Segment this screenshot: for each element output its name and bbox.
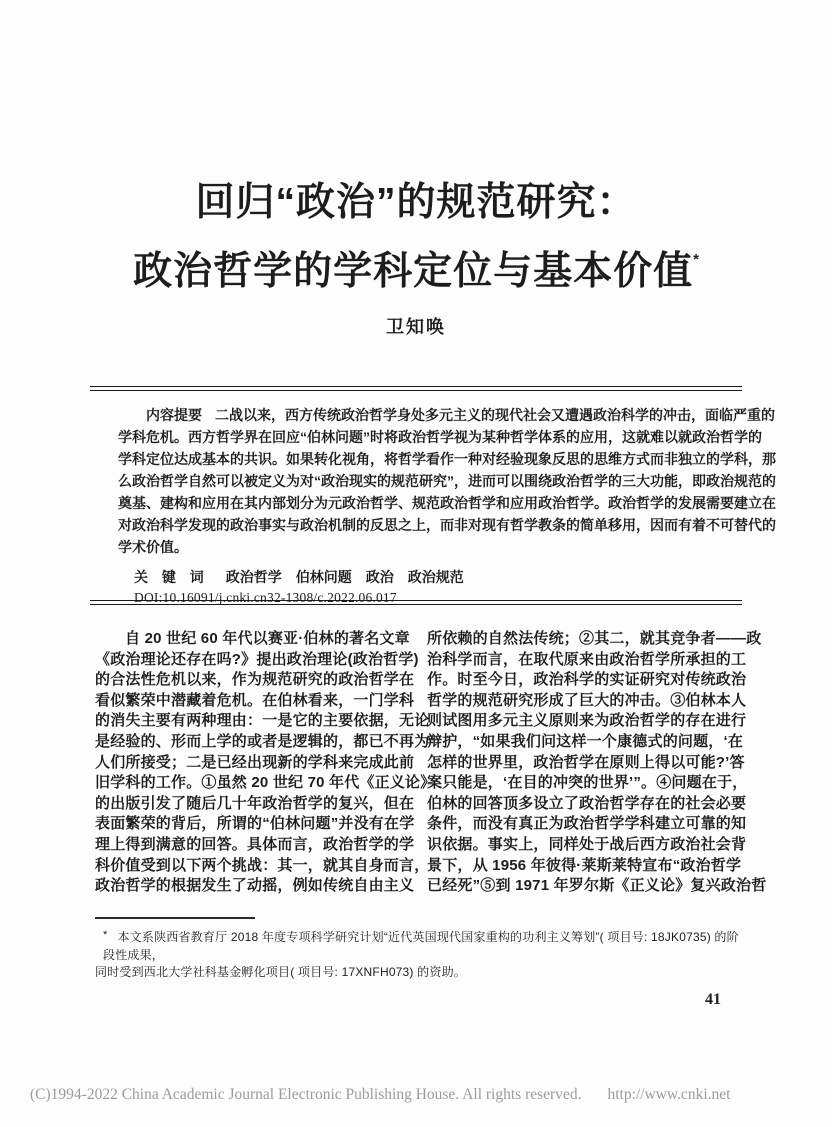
keywords-line [118,566,738,588]
footnote-block [95,927,750,982]
page-number: 41 [705,991,721,1008]
abstract-line: 奠基、建构和应用在其内部划分为元政治哲学、规范政治哲学和应用政治哲学。政治哲学的发展需要建立在 [118,495,776,511]
footnote-line: 同时受到西北大学社科基金孵化项目( 项目号: 17XNFH073) 的资助。 [95,965,466,979]
doi: DOI:10.16091/j.cnki.cn32-1308/c.2022.06.017 [134,590,397,605]
body-line: 作。时至今日，政治科学的实证研究对传统政治 [427,671,747,689]
abstract-line [118,404,775,426]
body-line: 旧学科的工作。①虽然 20 世纪 70 年代《正义论》 [95,774,436,792]
body-line: 则试图用多元主义原则来为政治哲学的存在进行 [427,712,747,730]
body-column-left [95,629,436,897]
abstract-top-rule [90,386,742,391]
abstract-bottom-rule [90,600,742,605]
body-line: 哲学的规范研究形成了巨大的冲击。③伯林本人 [427,691,747,709]
keywords-text: 政治哲学 伯林问题 政治 政治规范 [225,569,464,585]
body-line: 治科学而言，在取代原来由政治哲学所承担的工 [427,650,747,668]
title-line-1: 回归“政治”的规范研究： [195,181,637,224]
body-line: 已经死”⑤到 1971 年罗尔斯《正义论》复兴政治哲 [427,877,767,895]
title-footnote-star: * [693,251,699,268]
title-line-2-text: 政治哲学的学科定位与基本价值 [133,250,694,293]
body-line: 景下，从 1956 年彼得·莱斯莱特宣布“政治哲学 [427,856,742,874]
body-column-right [427,629,767,897]
body-line: 的消失主要有两种理由：一是它的主要依据，无论 [95,712,430,730]
body-line: 识依据。事实上，同样处于战后西方政治社会背 [427,835,747,853]
abstract-block [118,404,776,605]
body-line: 看似繁荣中潜藏着危机。在伯林看来，一门学科 [95,691,415,709]
body-line: 案只能是，‘在目的冲突的世界’”。④问题在于， [427,774,748,792]
footnote-line [95,927,750,964]
abstract-line: 么政治哲学自然可以被定义为对“政治现实的规范研究”，进而可以围绕政治哲学的三大功能，即政治规范的 [118,473,776,489]
abstract-line: 学术价值。 [118,539,188,555]
title-line-2 [0,231,832,300]
body-line: 是经验的、形而上学的或者是逻辑的，都已不再为 [95,732,430,750]
copyright-text: (C)1994-2022 China Academic Journal Electronic Publishing House. All rights reserved. [30,1086,582,1103]
footnote-separator-rule [95,917,255,919]
body-line: 的出版引发了随后几十年政治哲学的复兴，但在 [95,794,415,812]
body-line: 条件，而没有真正为政治哲学学科建立可靠的知 [427,815,747,833]
body-line: 表面繁荣的背后，所谓的“伯林问题”并没有在学 [95,815,415,833]
article-title [0,174,832,300]
abstract-line-text: 二战以来，西方传统政治哲学身处多元主义的现代社会又遭遇政治科学的冲击，面临严重的 [215,407,775,423]
footnote-star: * [103,929,108,941]
body-line: 政治哲学的根据发生了动摇，例如传统自由主义 [95,877,415,895]
body-line: 人们所接受；二是已经出现新的学科来完成此前 [95,753,415,771]
author-name: 卫知唤 [386,317,446,337]
keywords-label: 关 键 词 [134,569,209,585]
body-line: 自 20 世纪 60 年代以赛亚·伯林的著名文章 [125,630,410,647]
body-line: 的合法性危机以来，作为规范研究的政治哲学在 [95,671,415,689]
footnote-line-text: 本文系陕西省教育厅 2018 年度专项科学研究计划“近代英国现代国家重构的功利主义筹划”( 项目号: 18JK0735) 的阶段性成果， [103,930,739,962]
body-line: 理上得到满意的回答。具体而言，政治哲学的学 [95,835,415,853]
body-line: 伯林的回答顶多设立了政治哲学存在的社会必要 [427,794,747,812]
abstract-line: 学科危机。西方哲学界在回应“伯林问题”时将政治哲学视为某种哲学体系的应用，这就难以就政治哲学的 [118,429,762,445]
copyright-footer [30,1086,810,1104]
cnki-url: http://www.cnki.net [607,1086,731,1103]
body-line: 所依赖的自然法传统；②其二，就其竞争者——政 [427,630,762,647]
body-line: 怎样的世界里，政治哲学在原则上得以可能?’答 [427,753,745,771]
body-line: 科价值受到以下两个挑战：其一，就其自身而言， [95,856,430,874]
abstract-line: 对政治科学发现的政治事实与政治机制的反思之上，而非对现有哲学教条的简单移用，因而有着不可替代的 [118,517,776,533]
body-line: 辩护，“如果我们问这样一个康德式的问题，‘在 [427,732,744,750]
body-line: 《政治理论还存在吗?》提出政治理论(政治哲学) [95,650,419,668]
abstract-line: 学科定位达成基本的共识。如果转化视角，将哲学看作一种对经验现象反思的思维方式而非独立的学科，那 [118,451,776,467]
abstract-label: 内容提要 [146,407,202,423]
